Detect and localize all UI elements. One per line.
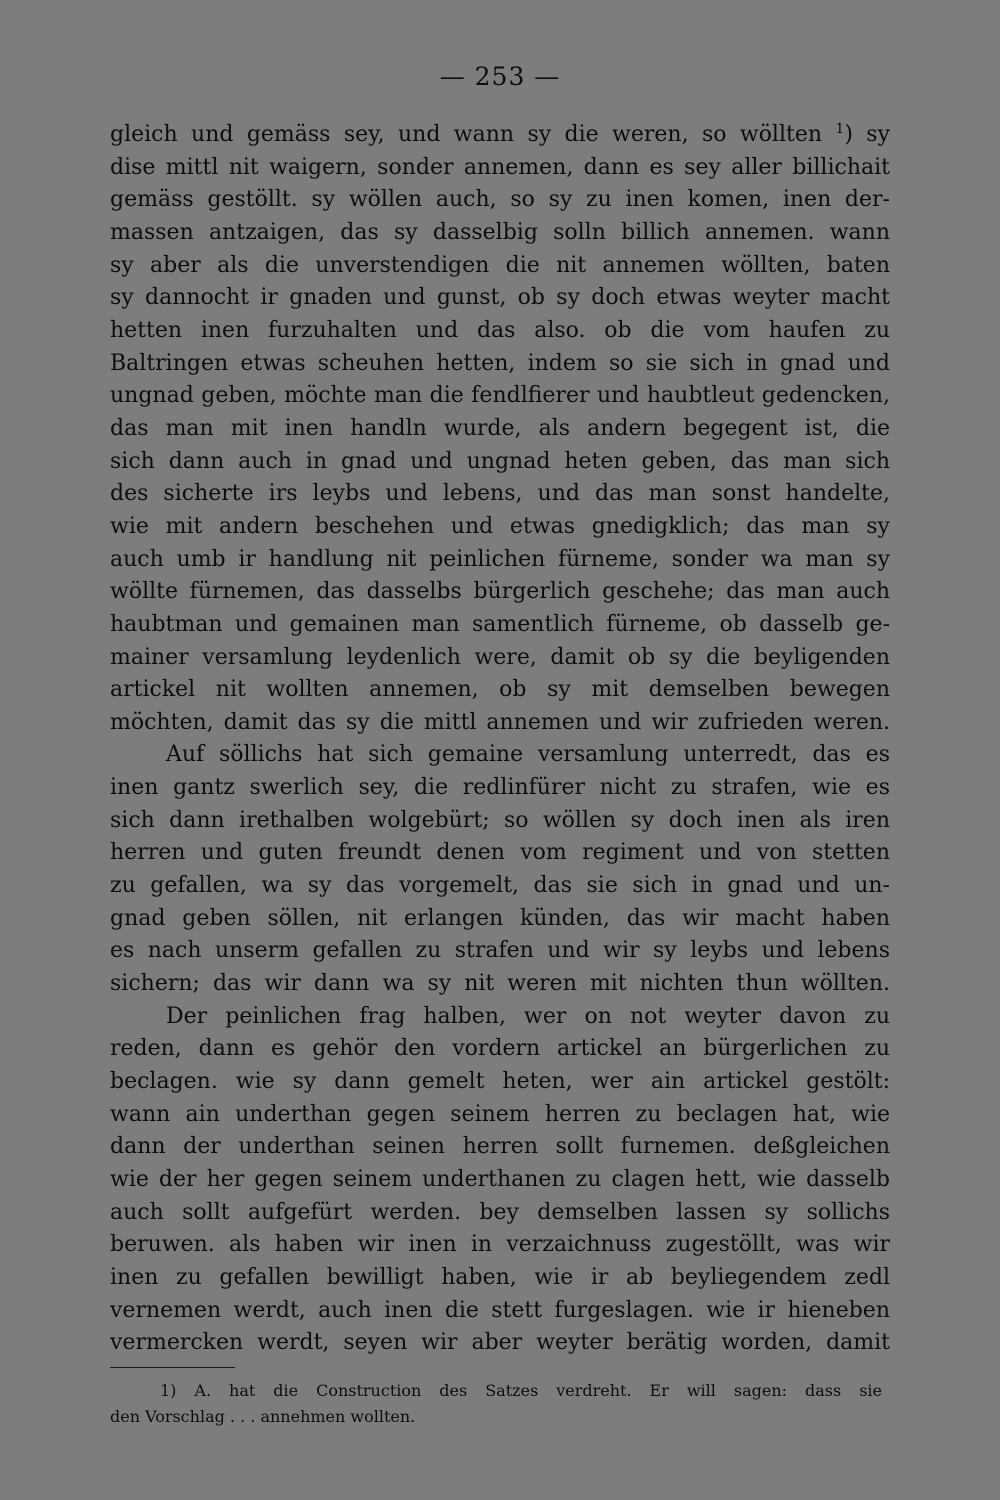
text-line — [110, 968, 890, 1001]
text-line — [110, 1033, 890, 1066]
text-line — [110, 1262, 890, 1295]
text-line — [110, 1164, 890, 1197]
text-line-content: sich dann irethalben wolgebürt; so wöllen sy doch inen als iren — [110, 807, 890, 833]
text-line-content: wöllte fürnemen, das dasselbs bürgerlich geschehe; das man auch — [110, 579, 890, 605]
footnote-line: 1) A. hat die Construction des Satzes verdreht. Er will sagen: dass sie — [160, 1381, 882, 1400]
text-line-content: vernemen werdt, auch inen die stett furgeslagen. wie ir hieneben — [110, 1297, 890, 1323]
text-line — [110, 1295, 890, 1328]
text-line — [110, 446, 890, 479]
footnotes — [110, 1378, 882, 1430]
footnote-line: den Vorschlag . . . annehmen wollten. — [110, 1407, 416, 1426]
text-line — [110, 1001, 890, 1034]
text-line-content: beclagen. wie sy dann gemelt heten, wer ain artickel gestölt: — [110, 1069, 890, 1095]
text-line-content: gleich und gemäss sey, und wann sy die weren, so wöllten — [110, 122, 823, 147]
text-line-content: dann der underthan seinen herren sollt furnemen. deßgleichen — [110, 1134, 890, 1160]
text-line — [110, 1229, 890, 1262]
text-line — [110, 1099, 890, 1132]
text-line — [110, 739, 890, 772]
text-line — [110, 772, 890, 805]
text-line-content: massen antzaigen, das sy dasselbig solln billich annemen. wann — [110, 219, 890, 245]
text-line — [110, 1131, 890, 1164]
text-line-content: möchten, damit das sy die mittl annemen und wir zufrieden weren. — [110, 709, 890, 735]
text-line — [110, 282, 890, 315]
text-line-content: das man mit inen handln wurde, als andern begegent ist, die — [110, 415, 890, 441]
text-line — [110, 642, 890, 675]
text-line-content: gemäss gestöllt. sy wöllen auch, so sy zu inen komen, inen der- — [110, 187, 890, 213]
text-line-content: vermercken werdt, seyen wir aber weyter berätig worden, damit — [110, 1330, 890, 1356]
body-text — [110, 119, 890, 1360]
text-line — [110, 478, 890, 511]
text-line-continuation: ) sy — [844, 122, 890, 147]
text-line — [110, 576, 890, 609]
text-line-content: beruwen. als haben wir inen in verzaichnuss zugestöllt, was wir — [110, 1232, 890, 1258]
text-line-content: wie mit andern beschehen und etwas gnedigklich; das man sy — [110, 513, 890, 539]
text-line — [110, 380, 890, 413]
text-line — [110, 837, 890, 870]
text-line-content: inen zu gefallen bewilligt haben, wie ir ab beyliegendem zedl — [110, 1264, 890, 1290]
text-line — [110, 348, 890, 381]
text-line-content: inen gantz swerlich sey, die redlinfürer nicht zu strafen, wie es — [110, 775, 890, 801]
text-line — [110, 674, 890, 707]
text-line-content: herren und guten freundt denen vom regiment und von stetten — [110, 840, 890, 866]
text-line — [110, 544, 890, 577]
text-line — [110, 935, 890, 968]
text-line-content: Der peinlichen frag halben, wer on not weyter davon zu — [166, 1003, 890, 1029]
text-line — [110, 609, 890, 642]
text-line-content: ungnad geben, möchte man die fendlfierer und haubtleut gedencken, — [110, 383, 890, 409]
text-line — [110, 184, 890, 217]
text-line-content: artickel nit wollten annemen, ob sy mit demselben bewegen — [110, 677, 890, 703]
text-line-content: Auf söllichs hat sich gemaine versamlung unterredt, das es — [166, 742, 890, 768]
text-line-content: sichern; das wir dann wa sy nit weren mit nichten thun wöllten. — [110, 971, 890, 997]
text-line-content: sy dannocht ir gnaden und gunst, ob sy doch etwas weyter macht — [110, 285, 890, 311]
text-line-content: Baltringen etwas scheuhen hetten, indem so sie sich in gnad und — [110, 350, 890, 376]
text-line — [110, 903, 890, 936]
text-line — [110, 1066, 890, 1099]
text-line-content: mainer versamlung leydenlich were, damit ob sy die beyligenden — [110, 644, 890, 670]
page-number: — 253 — — [439, 62, 561, 91]
text-line-content: reden, dann es gehör den vordern artickel an bürgerlichen zu — [110, 1036, 890, 1062]
text-line — [110, 315, 890, 348]
text-line — [110, 1327, 890, 1360]
text-line-content: hetten inen furzuhalten und das also. ob die vom haufen zu — [110, 317, 890, 343]
text-line-content: es nach unserm gefallen zu strafen und wir sy leybs und lebens — [110, 938, 890, 964]
text-line-content: sich dann auch in gnad und ungnad heten geben, das man sich — [110, 448, 890, 474]
text-line-content: wann ain underthan gegen seinem herren zu beclagen hat, wie — [110, 1101, 890, 1127]
text-line-content: wie der her gegen seinem underthanen zu clagen hett, wie dasselb — [110, 1167, 890, 1192]
text-line — [110, 413, 890, 446]
text-line — [110, 152, 890, 185]
text-line — [110, 707, 890, 740]
text-line-content: zu gefallen, wa sy das vorgemelt, das sie sich in gnad und un- — [110, 873, 890, 899]
text-line — [110, 250, 890, 283]
footnote-divider — [110, 1367, 235, 1368]
text-line-content: dise mittl nit waigern, sonder annemen, dann es sey aller billichait — [110, 154, 890, 180]
text-line — [110, 805, 890, 838]
text-line — [110, 119, 890, 152]
text-line-content: gnad geben söllen, nit erlangen künden, das wir macht haben — [110, 905, 890, 931]
footnote-marker: 1 — [835, 121, 845, 137]
text-line — [110, 511, 890, 544]
text-line-content: auch umb ir handlung nit peinlichen fürneme, sonder wa man sy — [110, 546, 890, 572]
text-line — [110, 1197, 890, 1230]
text-line-content: auch sollt aufgefürt werden. bey demselben lassen sy sollichs — [110, 1199, 890, 1225]
text-line-content: haubtman und gemainen man samentlich fürneme, ob dasselb ge- — [110, 611, 890, 637]
text-line — [110, 870, 890, 903]
text-line-content: sy aber als die unverstendigen die nit annemen wöllten, baten — [110, 252, 890, 278]
text-line — [110, 217, 890, 250]
text-line-content: des sicherte irs leybs und lebens, und das man sonst handelte, — [110, 481, 890, 507]
